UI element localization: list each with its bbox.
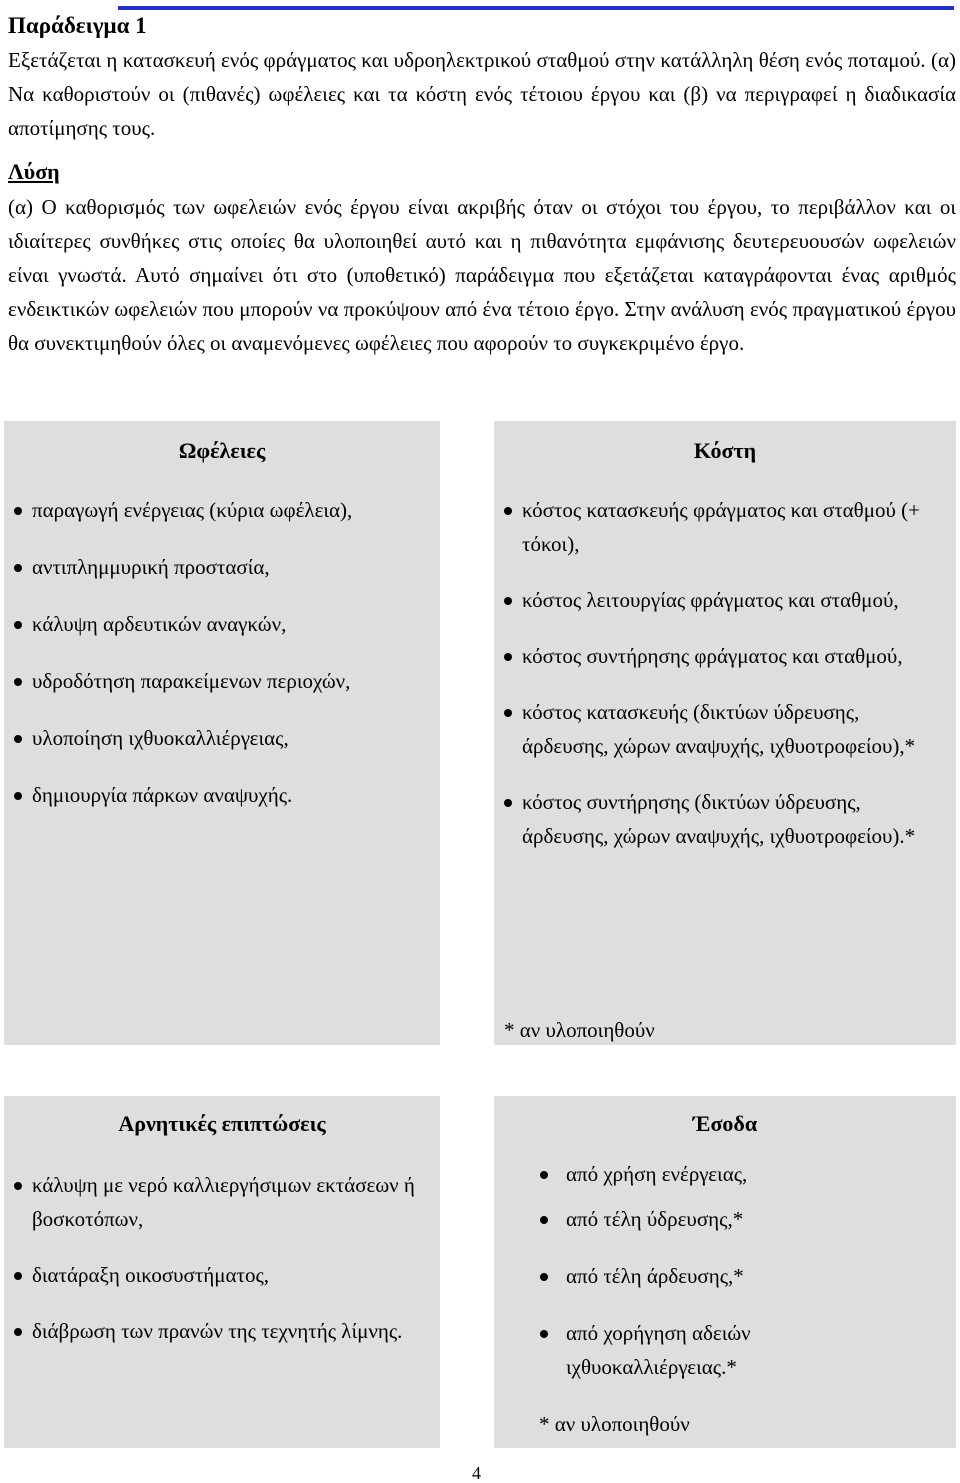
- revenue-item: από τέλη άρδευσης,*: [494, 1259, 916, 1293]
- costs-title: Κόστη: [693, 438, 757, 463]
- cost-item: κόστος λειτουργίας φράγματος και σταθμού,: [494, 583, 946, 617]
- benefits-title: Ωφέλειες: [178, 438, 266, 463]
- negative-effect-item: διάβρωση των πρανών της τεχνητής λίμνης.: [4, 1314, 430, 1348]
- costs-note: * αν υλοποιηθούν: [504, 1018, 655, 1042]
- benefit-item: υλοποίηση ιχθυοκαλλιέργειας,: [4, 721, 440, 755]
- cost-item: κόστος κατασκευής (δικτύων ύδρευσης, άρδευσης, χώρων αναψυχής, ιχθυοτροφείου),*: [494, 695, 946, 763]
- intro-paragraph: Εξετάζεται η κατασκευή ενός φράγματος και υδροηλεκτρικού σταθμού στην κατάλληλη θέση ενός ποταμού. (α) Να καθοριστούν οι (πιθανές) ωφέλειες και τα κόστη ενός τέτοιου έργου και (β) να περιγραφεί η διαδικασία αποτίμησης τους.: [8, 48, 956, 140]
- benefits-list: [4, 493, 440, 812]
- revenue-item: από χορήγηση αδειών ιχθυοκαλλιέργειας.*: [494, 1316, 916, 1384]
- revenue-note: * αν υλοποιηθούν: [539, 1412, 690, 1436]
- solution-paragraph: [8, 190, 956, 360]
- solution-text-part-2: Αυτό σημαίνει ότι στο (υποθετικό) παράδειγμα που εξετάζεται καταγράφονται ένας αριθμός ενδεικτικών ωφελειών που μπορούν να προκύψουν από ένα τέτοιο έργο. Στην ανάλυση ενός πραγματικού έργου θα συνεκτιμηθούν όλες οι αναμενόμενες ωφέλειες που αφορούν το συγκεκριμένο έργο.: [8, 263, 956, 355]
- cost-item: κόστος κατασκευής φράγματος και σταθμού (+ τόκοι),: [494, 493, 946, 561]
- page-number: 4: [472, 1463, 481, 1483]
- negative-effect-item: κάλυψη με νερό καλλιεργήσιμων εκτάσεων ή βοσκοτόπων,: [4, 1168, 430, 1236]
- cost-item: κόστος συντήρησης (δικτύων ύδρευσης, άρδευσης, χώρων αναψυχής, ιχθυοτροφείου).*: [494, 785, 946, 853]
- benefit-item: παραγωγή ενέργειας (κύρια ωφέλεια),: [4, 493, 440, 527]
- header-rule: [118, 6, 954, 10]
- benefits-box: [4, 421, 440, 1045]
- costs-box: [494, 421, 956, 1045]
- solution-heading: Λύση: [8, 159, 60, 184]
- revenue-box: [494, 1096, 956, 1448]
- revenue-list: [494, 1157, 916, 1384]
- benefit-item: κάλυψη αρδευτικών αναγκών,: [4, 607, 440, 641]
- benefit-item: αντιπλημμυρική προστασία,: [4, 550, 440, 584]
- negative-effects-box: [4, 1096, 440, 1448]
- solution-text-part-1: (α) Ο καθορισμός των ωφελειών ενός έργου είναι ακριβής όταν οι στόχοι του έργου, το περιβάλλον και οι ιδιαίτερες συνθήκες στις οποίες θα υλοποιηθεί αυτό και η πιθανότητα εμφάνισης δευτερευουσών ωφελειών είναι γνωστά.: [8, 195, 956, 287]
- negative-effects-list: [4, 1168, 430, 1348]
- revenue-item: από τέλη ύδρευσης,*: [494, 1202, 916, 1236]
- example-title: Παράδειγμα 1: [8, 13, 147, 38]
- costs-list: [494, 493, 946, 853]
- benefit-item: υδροδότηση παρακείμενων περιοχών,: [4, 664, 440, 698]
- revenue-item: από χρήση ενέργειας,: [494, 1157, 916, 1191]
- negative-effects-title: Αρνητικές επιπτώσεις: [118, 1111, 326, 1136]
- cost-item: κόστος συντήρησης φράγματος και σταθμού,: [494, 639, 946, 673]
- negative-effect-item: διατάραξη οικοσυστήματος,: [4, 1258, 430, 1292]
- benefit-item: δημιουργία πάρκων αναψυχής.: [4, 778, 440, 812]
- revenue-title: Έσοδα: [692, 1111, 758, 1136]
